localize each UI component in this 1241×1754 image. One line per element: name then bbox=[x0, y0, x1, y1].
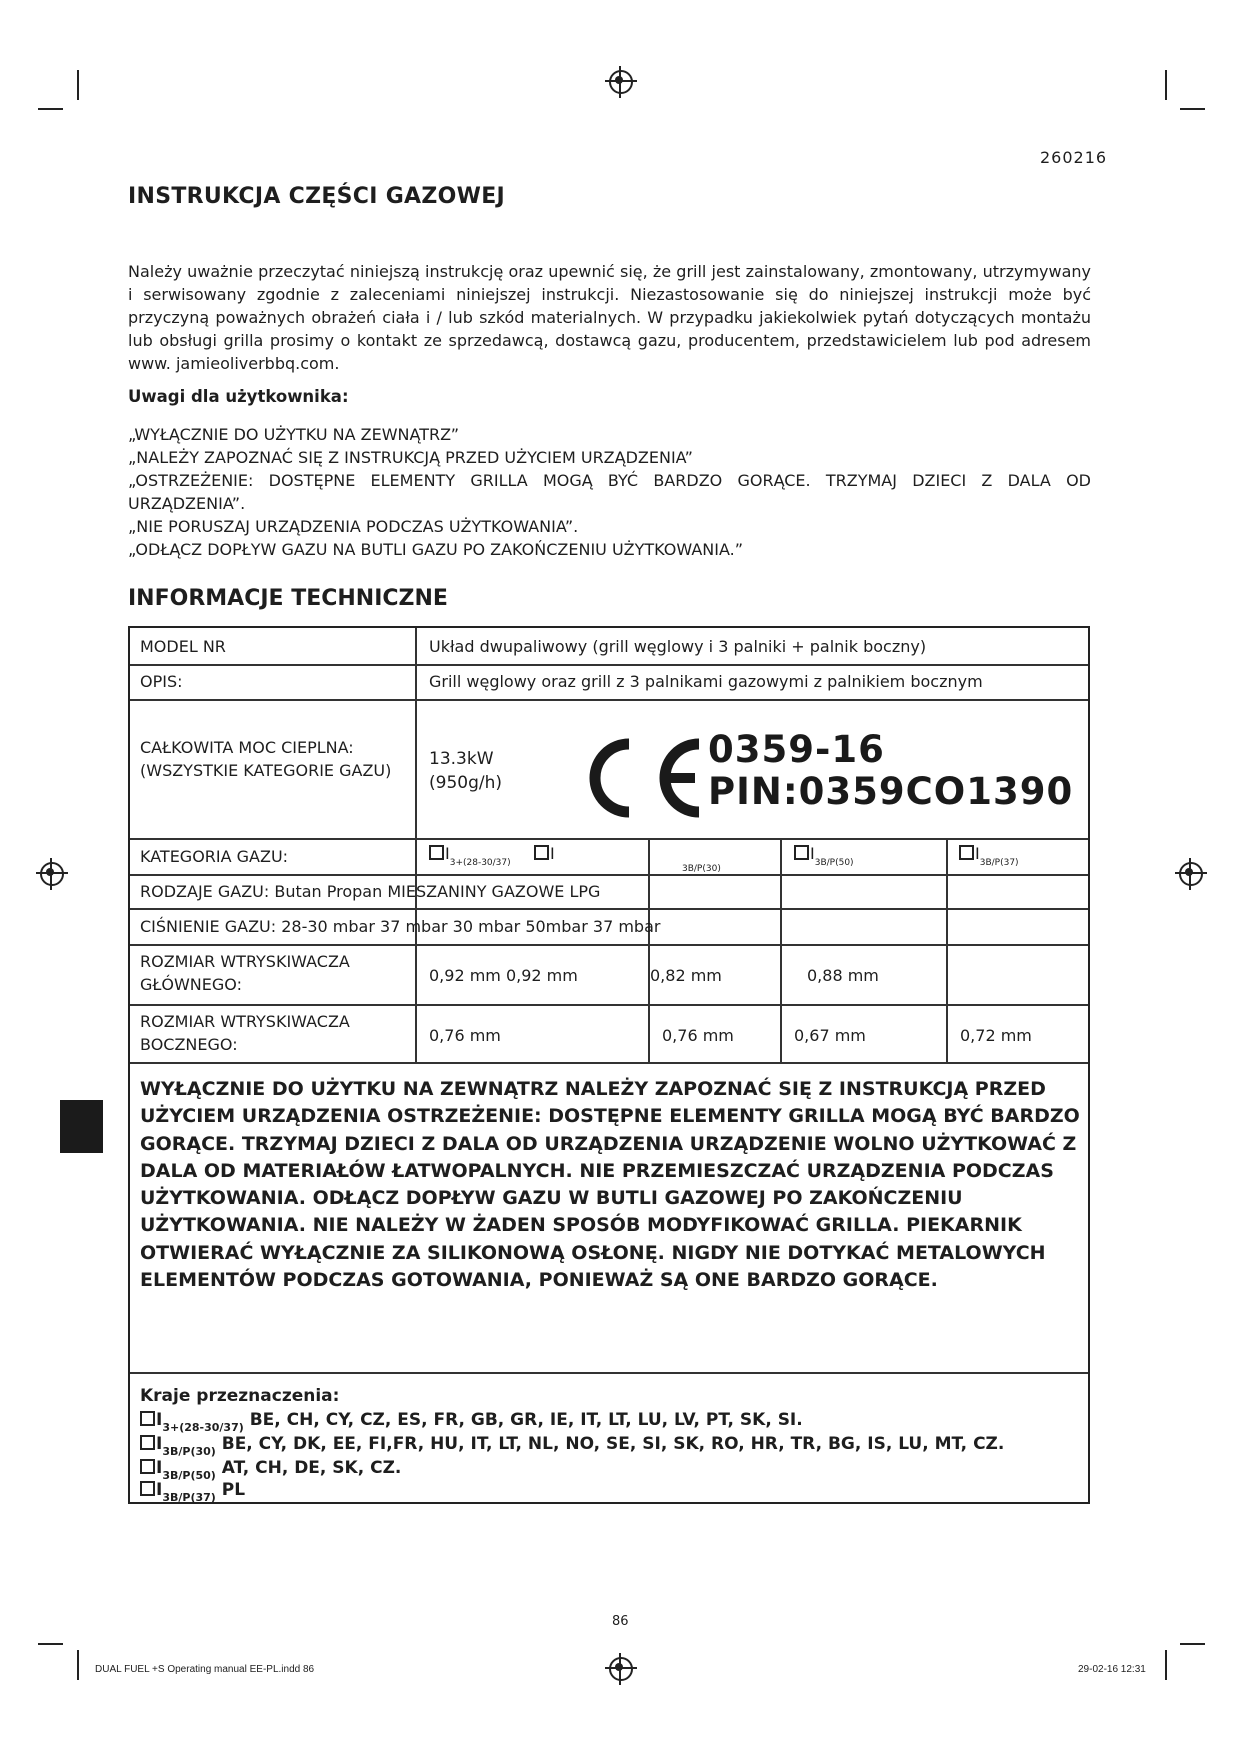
list-item: „OSTRZEŻENIE: DOSTĘPNE ELEMENTY GRILLA MOGĄ BYĆ BARDZO GORĄCE. TRZYMAJ DZIECI Z DALA OD URZĄDZENIA”. bbox=[128, 471, 1091, 513]
gas-category-2-sub: 3B/P(30) bbox=[682, 864, 721, 874]
ce-mark-icon bbox=[585, 730, 725, 826]
crop-mark bbox=[1180, 108, 1205, 110]
opis-value: Grill węglowy oraz grill z 3 palnikami gazowymi z palnikiem bocznym bbox=[429, 672, 983, 691]
table-rule bbox=[130, 874, 1088, 876]
destination-row: $I_{3B/P(30)}$ BE, CY, DK, EE, FI,FR, HU, IT, LT, NL, NO, SE, SI, SK, RO, HR, TR, BG, IS, LU, MT, CZ. bbox=[140, 1434, 1004, 1454]
registration-mark-icon bbox=[609, 1657, 633, 1681]
list-item: „NIE PORUSZAJ URZĄDZENIA PODCZAS UŻYTKOWANIA”. bbox=[128, 517, 579, 536]
checkbox-icon bbox=[140, 1481, 155, 1496]
registration-mark-icon bbox=[40, 862, 64, 886]
destination-row: $I_{3B/P(50)}$ AT, CH, DE, SK, CZ. bbox=[140, 1458, 401, 1478]
checkbox-icon bbox=[429, 845, 444, 860]
destination-countries-heading: Kraje przeznaczenia: bbox=[140, 1386, 340, 1406]
intro-paragraph: Należy uważnie przeczytać niniejszą instrukcję oraz upewnić się, że grill jest zainstalowany, zmontowany, utrzymywany i serwisowany zgodnie z zaleceniami niniejszej instrukcji. Niezastosowanie się do niniejszej instrukcji może być przyczyną poważnych obrażeń ciała i / lub szkód materialnych. W przypadku jakiekolwiek pytań dotyczących montażu lub obsługi grilla prosimy o kontakt ze sprzedawcą, dostawcą gazu, producentem, przedstawicielem lub pod adresem www. jamieoliverbbq.com. bbox=[128, 262, 1091, 373]
list-item: „WYŁĄCZNIE DO UŻYTKU NA ZEWNĄTRZ” bbox=[128, 425, 460, 444]
main-injector-value: 0,92 mm 0,92 mm bbox=[429, 966, 578, 985]
destination-row: $I_{3+(28-30/37)}$ BE, CH, CY, CZ, ES, FR, GB, GR, IE, IT, LT, LU, LV, PT, SK, SI. bbox=[140, 1410, 803, 1430]
registration-mark-icon bbox=[609, 70, 633, 94]
table-rule bbox=[130, 838, 1088, 840]
checkbox-icon bbox=[959, 845, 974, 860]
main-injector-value: 0,82 mm bbox=[650, 966, 722, 985]
main-injector-label: ROZMIAR WTRYSKIWACZA GŁÓWNEGO: bbox=[140, 952, 350, 994]
gas-types: RODZAJE GAZU: Butan Propan MIESZANINY GAZOWE LPG bbox=[140, 882, 601, 901]
document-code: 260216 bbox=[1040, 148, 1108, 167]
user-notes-heading: Uwagi dla użytkownika: bbox=[128, 387, 349, 406]
crop-mark bbox=[38, 108, 63, 110]
side-injector-value: 0,72 mm bbox=[960, 1026, 1032, 1045]
table-rule bbox=[415, 628, 417, 1062]
table-rule bbox=[648, 838, 650, 1062]
section-tab-marker bbox=[60, 1100, 103, 1153]
gas-pressure: CIŚNIENIE GAZU: 28-30 mbar 37 mbar 30 mbar 50mbar 37 mbar bbox=[140, 917, 661, 936]
crop-mark bbox=[1165, 70, 1167, 100]
crop-mark bbox=[77, 70, 79, 100]
gas-category-2: I bbox=[534, 842, 555, 865]
table-rule bbox=[130, 1004, 1088, 1006]
power-label: CAŁKOWITA MOC CIEPLNA: (WSZYSTKIE KATEGORIE GAZU) bbox=[140, 738, 392, 780]
opis-label: OPIS: bbox=[140, 672, 183, 691]
power-value-grams: (950g/h) bbox=[429, 773, 503, 793]
gas-category-3: $I_{3B/P(50)}$ bbox=[794, 842, 854, 869]
pin-number: PIN:0359CO1390 bbox=[708, 770, 1074, 813]
side-injector-value: 0,76 mm bbox=[429, 1026, 501, 1045]
side-injector-label: ROZMIAR WTRYSKIWACZA BOCZNEGO: bbox=[140, 1012, 350, 1054]
list-item: „NALEŻY ZAPOZNAĆ SIĘ Z INSTRUKCJĄ PRZED UŻYCIEM URZĄDZENIA” bbox=[128, 448, 693, 467]
checkbox-icon bbox=[140, 1411, 155, 1426]
gas-category-4: $I_{3B/P(37)}$ bbox=[959, 842, 1019, 869]
model-label: MODEL NR bbox=[140, 637, 226, 656]
table-rule bbox=[946, 838, 948, 1062]
table-rule bbox=[780, 838, 782, 1062]
side-injector-value: 0,67 mm bbox=[794, 1026, 866, 1045]
table-rule bbox=[130, 699, 1088, 701]
destination-row: $I_{3B/P(37)}$ PL bbox=[140, 1480, 245, 1500]
table-rule bbox=[130, 1372, 1088, 1374]
crop-mark bbox=[38, 1643, 63, 1645]
table-rule bbox=[130, 1062, 1088, 1064]
checkbox-icon bbox=[140, 1459, 155, 1474]
main-injector-value: 0,88 mm bbox=[807, 966, 879, 985]
page-number: 86 bbox=[612, 1614, 629, 1629]
print-slug-filename: DUAL FUEL +S Operating manual EE-PL.indd 86 bbox=[95, 1664, 315, 1675]
user-notes-list bbox=[128, 423, 1091, 561]
side-injector-value: 0,76 mm bbox=[662, 1026, 734, 1045]
checkbox-icon bbox=[140, 1435, 155, 1450]
table-rule bbox=[130, 944, 1088, 946]
technical-info-heading: INFORMACJE TECHNICZNE bbox=[128, 586, 448, 611]
model-value: Układ dwupaliwowy (grill węglowy i 3 palniki + palnik boczny) bbox=[429, 637, 927, 656]
crop-mark bbox=[1180, 1643, 1205, 1645]
table-rule bbox=[130, 664, 1088, 666]
gas-category-1: $I_{3+(28-30/37)}$ bbox=[429, 842, 511, 869]
page-title: INSTRUKCJA CZĘŚCI GAZOWEJ bbox=[128, 184, 506, 209]
print-slug-date: 29-02-16 12:31 bbox=[1078, 1664, 1146, 1675]
checkbox-icon bbox=[534, 845, 549, 860]
crop-mark bbox=[77, 1650, 79, 1680]
table-rule bbox=[130, 908, 1088, 910]
list-item: „ODŁĄCZ DOPŁYW GAZU NA BUTLI GAZU PO ZAKOŃCZENIU UŻYTKOWANIA.” bbox=[128, 540, 744, 559]
checkbox-icon bbox=[794, 845, 809, 860]
registration-mark-icon bbox=[1179, 862, 1203, 886]
gas-category-label: KATEGORIA GAZU: bbox=[140, 847, 289, 866]
crop-mark bbox=[1165, 1650, 1167, 1680]
power-value: 13.3kW bbox=[429, 749, 494, 769]
safety-warnings: WYŁĄCZNIE DO UŻYTKU NA ZEWNĄTRZ NALEŻY ZAPOZNAĆ SIĘ Z INSTRUKCJĄ PRZED UŻYCIEM URZĄDZENIA OSTRZEŻENIE: DOSTĘPNE ELEMENTY GRILLA MOGĄ BYĆ BARDZO GORĄCE. TRZYMAJ DZIECI Z DALA OD URZĄDZENIA URZĄDZENIE WOLNO UŻYTKOWAĆ Z DALA OD MATERIAŁÓW ŁATWOPALNYCH. NIE PRZEMIESZCZAĆ URZĄDZENIA PODCZAS UŻYTKOWANIA. ODŁĄCZ DOPŁYW GAZU W BUTLI GAZOWEJ PO ZAKOŃCZENIU UŻYTKOWANIA. NIE NALEŻY W ŻADEN SPOSÓB MODYFIKOWAĆ GRILLA. PIEKARNIK OTWIERAĆ WYŁĄCZNIE ZA SILIKONOWĄ OSŁONĘ. NIGDY NIE DOTYKAĆ METALOWYCH ELEMENTÓW PODCZAS GOTOWANIA, PONIEWAŻ SĄ ONE BARDZO GORĄCE. bbox=[140, 1078, 1080, 1292]
notified-body-number: 0359-16 bbox=[708, 728, 885, 771]
technical-table bbox=[128, 626, 1090, 1504]
